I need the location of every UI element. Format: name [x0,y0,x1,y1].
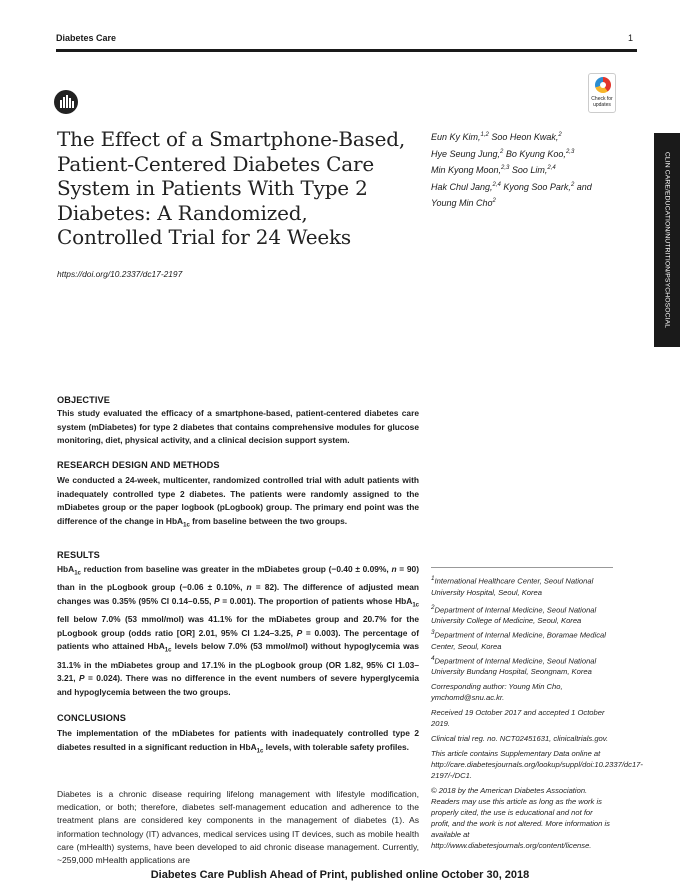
check-for-updates-badge[interactable] [588,73,616,113]
author-name: Hak Chul Jang, [431,181,493,192]
author-affiliation: 2 [570,181,575,188]
author-line [431,128,611,145]
affiliation-4 [431,653,613,678]
author-name: Soo Lim, [509,165,548,176]
affiliation-1 [431,573,613,598]
badge-line-2: updates [593,102,611,108]
trial-registration[interactable]: Clinical trial reg. no. NCT02451631, clinicaltrials.gov. [431,734,609,744]
results-heading: RESULTS [57,550,100,560]
results-part: fell below 7.0% (53 mmol/mol) was 41.1% for the mDiabetes group and 20.7% for the pLogbook group (odds ratio [OR] 2.01, 95% CI 1.24–3.25, [57,614,419,638]
subscript: 1c [183,522,190,529]
publication-footer: Diabetes Care Publish Ahead of Print, published online October 30, 2018 [150,869,530,881]
received-dates: Received 19 October 2017 and accepted 1 October 2019. [431,708,605,729]
badge-line-1: Check for [591,96,613,102]
results-part: P [214,595,220,606]
article-notes [431,573,643,855]
methods-heading: RESEARCH DESIGN AND METHODS [57,460,220,470]
methods-text [57,474,419,533]
author-name: Kyong Soo Park, [500,181,571,192]
affiliation-number: 2 [431,603,435,611]
conclusions-heading: CONCLUSIONS [57,713,126,723]
author-line [431,178,611,195]
conclusions-part: levels, with tolerable safety profiles. [263,741,410,752]
author-name: and [574,181,592,192]
page-number: 1 [628,33,634,43]
author-line [431,161,611,178]
results-part: levels below 7.0% (53 mmol/mol) without hypoglycemia was 31.1% in the mDiabetes group and 17.1% in the pLogbook group (OR 1.82, 95% CI 1.03–3.21, [57,641,419,684]
doi-link[interactable]: https://doi.org/10.2337/dc17-2197 [57,269,183,279]
author-affiliation: 1,2 [480,132,489,138]
subscript: 1c [164,647,172,654]
author-line [431,145,611,162]
supplementary-note[interactable]: This article contains Supplementary Data online at http://care.diabetesjournals.org/lookup/suppl/doi:10.2337/dc17-2197/-/DC1. [431,749,643,781]
results-part: HbA [57,564,75,574]
results-part: = 90) than in the pLogbook group (−0.06 ± 0.10%, [57,564,419,593]
results-part: = 82). The difference of adjusted mean changes was 0.35% (95% CI 0.14–0.55, [57,582,419,606]
subscript: 1c [412,602,419,609]
affiliation-2 [431,602,613,627]
results-part: = 0.003). The percentage of patients who attained HbA [57,627,419,652]
author-line [431,194,611,211]
journal-name: Diabetes Care [56,33,117,43]
objective-heading: OBJECTIVE [57,395,110,405]
title-line: System in Patients With Type 2 [57,176,368,200]
results-part: = 0.001). The proportion of patients whose HbA [219,595,413,606]
affiliation-text: Department of Internal Medicine, Boramae Medical Center, Seoul, Korea [431,630,606,651]
author-name: Bo Kyung Koo, [503,148,566,159]
copyright-note: © 2018 by the American Diabetes Association. Readers may use this article as long as the work is properly cited, the use is educational and not for profit, and the work is not altered. More information is available at http://www.diabetesjournals.org/content/license. [431,786,610,851]
results-part: reduction from baseline was greater in the mDiabetes group (−0.40 ± 0.09%, [80,564,392,574]
header-rule [56,49,637,52]
subscript: 1c [74,570,81,577]
affiliation-text: Department of Internal Medicine, Seoul National University Bundang Hospital, Seongnam, Korea [431,656,597,677]
crossmark-icon [595,77,611,93]
author-affiliation: 2,4 [547,165,556,172]
author-name: Hye Seung Jung, [431,148,501,159]
introduction-paragraph: Diabetes is a chronic disease requiring lifelong management with lifestyle modification, medication, or both; therefore, diabetes self-management education and adherence to the treatment plans are considered key components in the management of diabetes (1). As information technology (IT) advances, medical services using IT devices, such as mobile health care (mHealth) systems, have been developed to aid chronic disease management. Currently, ~259,000 mHealth applications are [57,789,419,866]
article-title [57,127,407,250]
author-name: Young Min Cho [431,198,493,209]
author-affiliation: 2 [558,132,562,138]
affiliation-number: 3 [431,629,435,637]
affiliation-text: Department of Internal Medicine, Seoul National University College of Medicine, Seoul, Korea [431,605,597,626]
title-line: Controlled Trial for 24 Weeks [57,225,351,249]
side-tab-label: CLIN CARE/EDUCATION/NUTRITION/PSYCHOSOCIAL [663,151,671,329]
author-affiliation: 2 [492,198,496,205]
affiliation-text: International Healthcare Center, Seoul National University Hospital, Seoul, Korea [431,576,594,597]
title-line: Diabetes: A Randomized, [57,200,308,225]
results-part: = 0.024). There was no difference in the event numbers of severe hyperglycemia and hypoglycemia between the two groups. [57,673,419,697]
objective-text: This study evaluated the efficacy of a smartphone-based, patient-centered diabetes care system (mDiabetes) for type 2 diabetes that contains comprehensive modules for glucose monitoring, diet, physical activity, and a clinical decision support system. [57,408,419,446]
subscript: 1c [256,748,264,755]
results-part: n [391,564,397,574]
methods-text-part: We conducted a 24-week, multicenter, randomized controlled trial with adult patients with inadequately controlled type 2 diabetes. The patients were randomly assigned to the mDiabetes group or the paper logbook (pLogbook) group. The primary end point was the difference of the change in HbA [57,475,419,526]
author-name: Min Kyong Moon, [431,165,502,176]
conclusions-part: The implementation of the mDiabetes for patients with inadequately controlled type 2 diabetes resulted in a significant reduction in HbA [57,728,419,752]
title-line: Patient-Centered Diabetes Care [57,151,374,176]
methods-text-part: from baseline between the two groups. [189,515,348,526]
affiliation-3 [431,627,613,652]
author-affiliation: 2,3 [501,165,510,172]
results-part: P [296,627,303,638]
results-text [57,563,419,699]
author-list [431,128,611,211]
corresponding-author[interactable]: Corresponding author: Young Min Cho, ymchomd@snu.ac.kr. [431,682,563,703]
title-line: The Effect of a Smartphone-Based, [57,127,405,151]
open-access-icon [54,90,78,114]
results-part: n [246,582,252,593]
affiliation-number: 1 [431,575,435,582]
section-side-tab [654,133,680,347]
notes-divider [431,567,613,568]
author-affiliation: 2,3 [565,148,575,155]
author-name: Soo Heon Kwak, [488,132,559,142]
author-affiliation: 2 [500,148,504,155]
conclusions-text [57,727,419,759]
author-affiliation: 2,4 [492,181,501,188]
results-part: P [79,673,85,684]
author-name: Eun Ky Kim, [431,132,481,142]
affiliation-number: 4 [431,654,435,662]
